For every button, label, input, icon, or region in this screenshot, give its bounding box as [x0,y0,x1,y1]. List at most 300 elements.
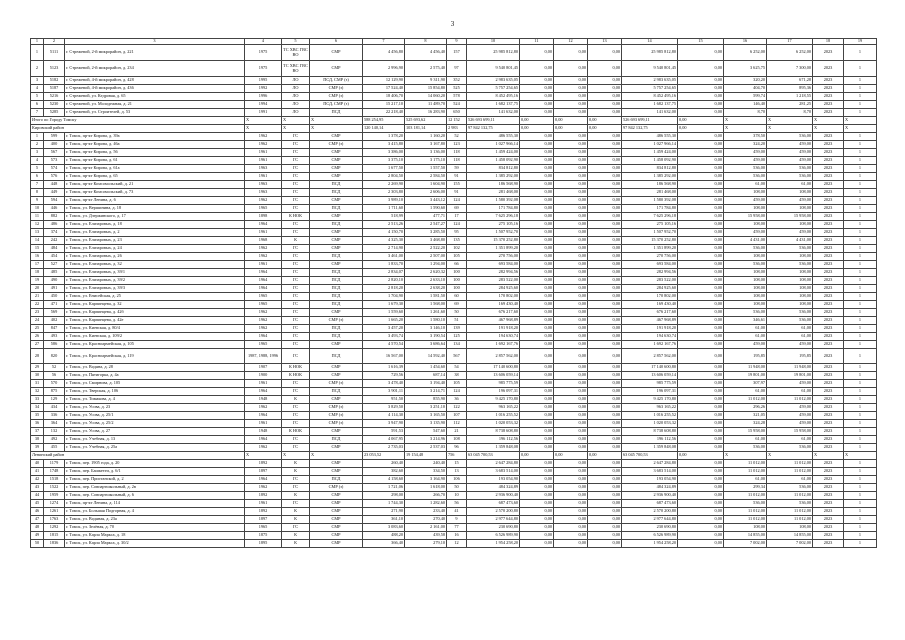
table-cell: 48 [31,524,44,532]
table-cell: 5230 [44,101,65,109]
table-cell: 0,00 [678,101,724,109]
table-cell: 1948 [245,396,282,404]
table-cell: 1 [844,436,877,444]
table-cell: 17 [447,213,467,221]
table-cell: г. Томск, ул. Дзержинского, д. 17 [65,213,245,221]
table-cell: 260,40 [363,460,405,468]
table-cell: 1 568,00 [405,301,447,309]
table-cell: 10 [31,205,44,213]
table-cell: г. Томск, ул. Тверская, д. 106 [65,388,245,396]
table-cell: 132 [44,428,65,436]
table-cell: 378,50 [724,133,767,141]
column-number-cell: 6 [310,39,363,45]
table-cell: 0,00 [678,500,724,508]
table-cell: ГС [282,524,310,532]
table-cell: 193 054,90 [467,476,520,484]
table-cell: г. Томск, ул. Елизаровых, д. 32 [65,261,245,269]
table-cell: 0,00 [588,404,622,412]
table-cell: СМР [310,309,363,317]
table-cell: 25 985 812,80 [622,45,678,61]
table-cell: 0,00 [520,484,554,492]
table-cell: 0,00 [588,245,622,253]
table-cell: 2023 [813,317,844,325]
table-cell: 1 618,00 [405,484,447,492]
table-cell: г. Томск, ул. Елизаровых, д. 26 [65,253,245,261]
table-cell: 536,00 [724,165,767,173]
column-number-cell: 8 [405,39,447,45]
table-row [31,460,877,468]
table-cell: 567 [447,349,467,364]
table-cell: 1963 [245,189,282,197]
table-cell: 875 [44,388,65,396]
table-cell: 0,00 [520,532,554,540]
table-cell: 459,00 [767,149,813,157]
table-cell: 0,00 [520,325,554,333]
table-cell: ГС [282,349,310,364]
table-cell: 834 812,80 [622,165,678,173]
table-cell: г. Томск, ул. Елизаровых, д. 39/3 [65,285,245,293]
table-cell: 3 457,20 [363,325,405,333]
table-cell: 0,00 [678,364,724,372]
table-cell: 1965 [245,341,282,349]
table-cell: ПСД [310,269,363,277]
table-cell: 0,00 [678,524,724,532]
table-cell: 0,00 [588,77,622,85]
table-cell: 47 [31,516,44,524]
table-cell: 0,00 [678,125,724,133]
table-cell: К НОК [282,372,310,380]
table-cell: ГС [282,245,310,253]
table-cell: 1 580 392,08 [467,197,520,205]
table-cell: 0,00 [588,117,622,125]
table-cell: 1963 [245,181,282,189]
table-cell: ГС [282,149,310,157]
table-cell: ГС [282,412,310,420]
table-cell: 242 [44,237,65,245]
table-cell: 0,00 [678,117,724,125]
table-cell: 0,00 [588,109,622,117]
table-cell: 52 [44,364,65,372]
table-cell: 729,56 [363,372,405,380]
table-row [31,221,877,229]
column-number-cell: 16 [724,39,767,45]
table-cell: 1996 [245,93,282,101]
table-cell: 0,00 [520,468,554,476]
table-cell: 0,00 [588,325,622,333]
table-cell: 1 [844,516,877,524]
table-cell: ЛО [282,109,310,117]
table-cell: 271,90 [363,508,405,516]
table-cell: 471 [44,301,65,309]
table-cell: г. Томск, пр-кт Кирова, д. 46а [65,141,245,149]
table-cell: 1 [31,45,44,61]
table-cell: 536,00 [767,133,813,141]
table-cell: 28 [31,349,44,364]
table-cell: 0,00 [554,205,588,213]
table-cell: 1 580,10 [405,317,447,325]
table-cell: СМР [310,532,363,540]
table-cell: 459,00 [767,412,813,420]
table-cell: 171 784,80 [622,205,678,213]
table-cell: 0,00 [678,420,724,428]
table-cell: 0,00 [520,516,554,524]
column-number-cell: 7 [363,39,405,45]
table-cell: 3 947,90 [363,420,405,428]
table-cell: 0,00 [520,420,554,428]
table-cell: 490 [44,277,65,285]
table-cell: 139 [447,325,467,333]
table-cell: 3 285,50 [405,229,447,237]
table-cell: 6 526 989,90 [467,532,520,540]
table-cell: 0,00 [554,412,588,420]
table-row [31,45,877,61]
table-cell: 11 012,00 [767,492,813,500]
table-cell: 124 [447,197,467,205]
table-cell: 1748 [44,468,65,476]
table-cell: 1 581,50 [405,293,447,301]
table-cell: 0,00 [588,181,622,189]
table-cell: 1 [844,468,877,476]
table-cell: 61,00 [724,181,767,189]
table-cell: ПСД [310,221,363,229]
table-cell: 0,00 [678,229,724,237]
table-cell: 0,00 [678,237,724,245]
table-cell: 3 [31,77,44,85]
table-cell: 100 [447,285,467,293]
table-cell: 12 [31,221,44,229]
table-cell: СМР [310,157,363,165]
table-cell: г. Томск, ул. Красноармейская, д. 105 [65,341,245,349]
table-cell: 0,00 [554,420,588,428]
table-cell: ПСД [310,349,363,364]
table-cell: Х [767,125,813,133]
table-cell: СМР [310,516,363,524]
table-cell: 2023 [813,492,844,500]
table-cell: 1961 [245,229,282,237]
table-row [31,532,877,540]
table-cell: 0,00 [554,45,588,61]
table-cell: 0,00 [678,61,724,77]
table-cell: 0,00 [678,388,724,396]
table-cell: 1 [844,524,877,532]
table-cell: 1965 [245,293,282,301]
table-cell: 1964 [245,277,282,285]
column-number-cell: 15 [678,39,724,45]
table-cell: 2023 [813,372,844,380]
table-cell: 1892 [245,508,282,516]
table-cell: 0,00 [520,93,554,101]
table-cell: г. Томск, ул. Зелёная, д. 70 [65,524,245,532]
table-cell: 19 801,00 [724,372,767,380]
table-cell: 3 493,74 [363,333,405,341]
table-cell: г. Томск, ул. Карпинцева, д. 42б [65,309,245,317]
table-cell: 467 968,89 [622,317,678,325]
table-cell: 2023 [813,468,844,476]
table-cell: 6 252,00 [767,45,813,61]
table-cell: 2023 [813,277,844,285]
table-cell: 5111 [44,45,65,61]
table-cell: ГС [282,189,310,197]
table-cell: 11 [31,213,44,221]
table-cell: 3 214,71 [405,388,447,396]
table-cell: 951,50 [363,396,405,404]
table-cell: 0,00 [588,532,622,540]
table-cell: 22 218,40 [363,109,405,117]
table-cell: 11 012,00 [767,516,813,524]
table-cell: 2023 [813,237,844,245]
table-cell: 2023 [813,380,844,388]
table-cell: 1898 [245,213,282,221]
table-cell: 1 020 053,32 [622,420,678,428]
table-cell: 37 [31,428,44,436]
table-cell: 0,00 [588,364,622,372]
table-cell: 11 948,00 [724,364,767,372]
table-cell: 0,00 [678,45,724,61]
table-cell: 0,00 [678,205,724,213]
table-cell: 1 744,30 [363,500,405,508]
table-cell: 112 [447,420,467,428]
table-cell: 0,00 [678,452,724,460]
table-cell: 0,00 [678,516,724,524]
table-cell: 2023 [813,101,844,109]
table-cell: 1 [844,484,877,492]
table-cell: 15 854,80 [405,85,447,93]
table-cell: 1 [844,333,877,341]
table-cell: 13 606 059,14 [622,372,678,380]
table-cell: 1 [844,500,877,508]
table-cell: 91 [447,173,467,181]
table-cell: 97 842 132,75 [622,125,678,133]
table-cell: 0,00 [520,492,554,500]
table-cell: 0,00 [588,61,622,77]
table-cell: 0,00 [554,237,588,245]
table-cell: 1948 [245,428,282,436]
table-cell: 0,00 [678,221,724,229]
table-cell: 525 [447,85,467,93]
table-cell: 2 857 562,00 [467,349,520,364]
table-cell: 1962 [245,309,282,317]
table-cell: 196 097,31 [622,388,678,396]
table-cell: ГС [282,285,310,293]
table-cell: 1962 [245,141,282,149]
table-cell: 194 630,74 [622,333,678,341]
table-cell: СМР (з) [310,85,363,93]
table-cell: 0,00 [520,388,554,396]
table-cell: 1 [844,396,877,404]
table-row [31,436,877,444]
table-cell: 1962 [245,404,282,412]
table-cell: 102 [447,245,467,253]
district-subtotal-row [31,125,877,133]
table-cell: 0,00 [554,380,588,388]
table-cell: 1 677,50 [363,165,405,173]
table-cell: 0,00 [554,404,588,412]
table-cell: г. Томск, ул. Елизаровых, д. 2 [65,229,245,237]
table-cell: СМР [310,444,363,452]
table-cell: К [282,516,310,524]
table-cell: 448 [44,181,65,189]
table-cell: 8 [31,189,44,197]
table-cell: 0,00 [520,428,554,436]
table-cell: 2 983 [447,125,467,133]
table-cell: 0,00 [520,205,554,213]
table-cell: 0,00 [520,277,554,285]
table-cell: 0,00 [588,516,622,524]
table-cell: ГС [282,388,310,396]
table-cell: 2 714,90 [363,245,405,253]
table-cell: г. Томск, ул. Елизаровых, д. 23 [65,237,245,245]
table-cell: СМР [310,500,363,508]
table-cell: 0,00 [520,364,554,372]
table-cell: 0,00 [588,500,622,508]
table-cell: СМР (з) [310,420,363,428]
table-cell: 0,00 [588,101,622,109]
table-cell: г. Томск, ул. Елизаровых, д. 39/1 [65,269,245,277]
table-cell: 4 570,54 [363,341,405,349]
table-cell: 1 679,30 [363,301,405,309]
table-cell: 6 [31,173,44,181]
table-row [31,301,877,309]
table-cell: 2 983 635,05 [467,77,520,85]
table-cell: СМР [310,197,363,205]
table-cell: 1987, 1988, 1996 [245,349,282,364]
table-cell: Х [282,117,310,125]
table-cell: ГС [282,253,310,261]
table-cell: 191 918,20 [467,325,520,333]
table-cell: 41 [447,508,467,516]
table-cell: 0,00 [520,117,554,125]
table-cell: 1 027 966,14 [467,141,520,149]
table-cell: 240,40 [405,460,447,468]
table-cell: 1 020 053,32 [467,420,520,428]
table-cell: 1 [844,173,877,181]
table-cell: 336 [44,412,65,420]
table-cell: Х [245,452,282,460]
table-cell: 0,00 [678,309,724,317]
table-row [31,412,877,420]
table-cell: 41 [31,468,44,476]
table-cell: 0,00 [520,285,554,293]
table-cell: СМР [310,460,363,468]
table-cell: 2 507,00 [405,253,447,261]
table-cell: 1 [844,492,877,500]
table-cell: 7 625 296,18 [467,213,520,221]
table-cell: 108,00 [724,285,767,293]
table-cell: 0,00 [588,293,622,301]
table-cell: ГС [282,500,310,508]
table-cell: 334,50 [405,468,447,476]
table-cell: 1 [844,269,877,277]
table-cell: 3 683 514,00 [622,468,678,476]
table-cell: 1962 [245,484,282,492]
table-cell: 1 [844,325,877,333]
table-cell: 1 [844,101,877,109]
table-cell: 122 [447,404,467,412]
table-cell: 0,00 [520,213,554,221]
table-cell: 108,00 [767,253,813,261]
table-cell: СМР [310,468,363,476]
table-cell: 270 756,00 [467,253,520,261]
table-cell: ГС [282,293,310,301]
table-cell: 69 [447,301,467,309]
table-cell: 0,00 [554,245,588,253]
table-cell: СМР (з) [310,380,363,388]
table-cell: 0,00 [588,85,622,93]
table-cell: 0,00 [588,341,622,349]
table-cell: ПСД [310,333,363,341]
table-cell: 1 559,60 [363,309,405,317]
table-cell: 8 452 495,16 [467,93,520,101]
table-cell: СМР [310,149,363,157]
table-row [31,516,877,524]
table-cell: 687,14 [405,372,447,380]
table-cell: 1964 [245,269,282,277]
table-cell: 459,00 [724,197,767,205]
table-cell: 1 [844,45,877,61]
table-cell: 2 983 635,05 [622,77,678,85]
table-cell: 50 [31,540,44,548]
table-cell: 374 [44,229,65,237]
table-cell: 5285 [44,109,65,117]
table-cell: г. Стрежевой, ул. Кедровая, д. 65 [65,93,245,101]
table-cell: 1892 [245,492,282,500]
table-cell: 275 105,16 [467,221,520,229]
table-cell: 282 994,56 [622,269,678,277]
table-cell: 536,00 [767,317,813,325]
table-cell: г. Томск, ул. Тимакова, д. 4 [65,396,245,404]
table-cell: 0,00 [520,301,554,309]
table-cell: ГС [282,333,310,341]
table-cell: 0,00 [554,460,588,468]
table-cell: 2023 [813,133,844,141]
column-number-cell: 5 [282,39,310,45]
table-cell: 0,00 [588,133,622,141]
table-cell: 1 692 167,76 [622,341,678,349]
table-cell: 536,00 [767,444,813,452]
table-cell: 33 [31,396,44,404]
table-cell: ГС [282,181,310,189]
table-cell: 450 [44,293,65,301]
table-cell: 1 [844,237,877,245]
table-cell: 0,00 [588,261,622,269]
table-cell: 518,99 [363,213,405,221]
table-cell: 0,00 [588,388,622,396]
table-cell: 1 833,70 [363,261,405,269]
table-cell: 11 012,00 [767,396,813,404]
table-cell: 61,00 [724,333,767,341]
table-cell: 19 154,48 [405,452,447,460]
table-cell: 1 665,20 [363,317,405,325]
table-cell: 2023 [813,285,844,293]
table-cell: 0,00 [678,109,724,117]
column-number-cell: 14 [622,39,678,45]
table-cell: СМР [310,261,363,269]
table-cell: г. Томск, ул. Киевская, д. 80/4 [65,325,245,333]
table-cell: 1 721,06 [363,484,405,492]
table-cell: ПСД, СМР (з) [310,101,363,109]
table-cell: 0,00 [678,317,724,325]
table-cell: г. Томск, пр-кт Комсомольский, д. 21 [65,181,245,189]
table-cell: 404,70 [724,85,767,93]
table-cell: 15 370 252,80 [622,237,678,245]
table-cell: 0,00 [554,133,588,141]
table-cell: 0,00 [554,269,588,277]
table-cell: 108 [447,436,467,444]
table-cell: г. Томск, ул. Смирнова, д. 105 [65,380,245,388]
table-cell: 3 136,00 [405,149,447,157]
table-cell: 0,00 [678,189,724,197]
table-cell: К НОК [282,428,310,436]
